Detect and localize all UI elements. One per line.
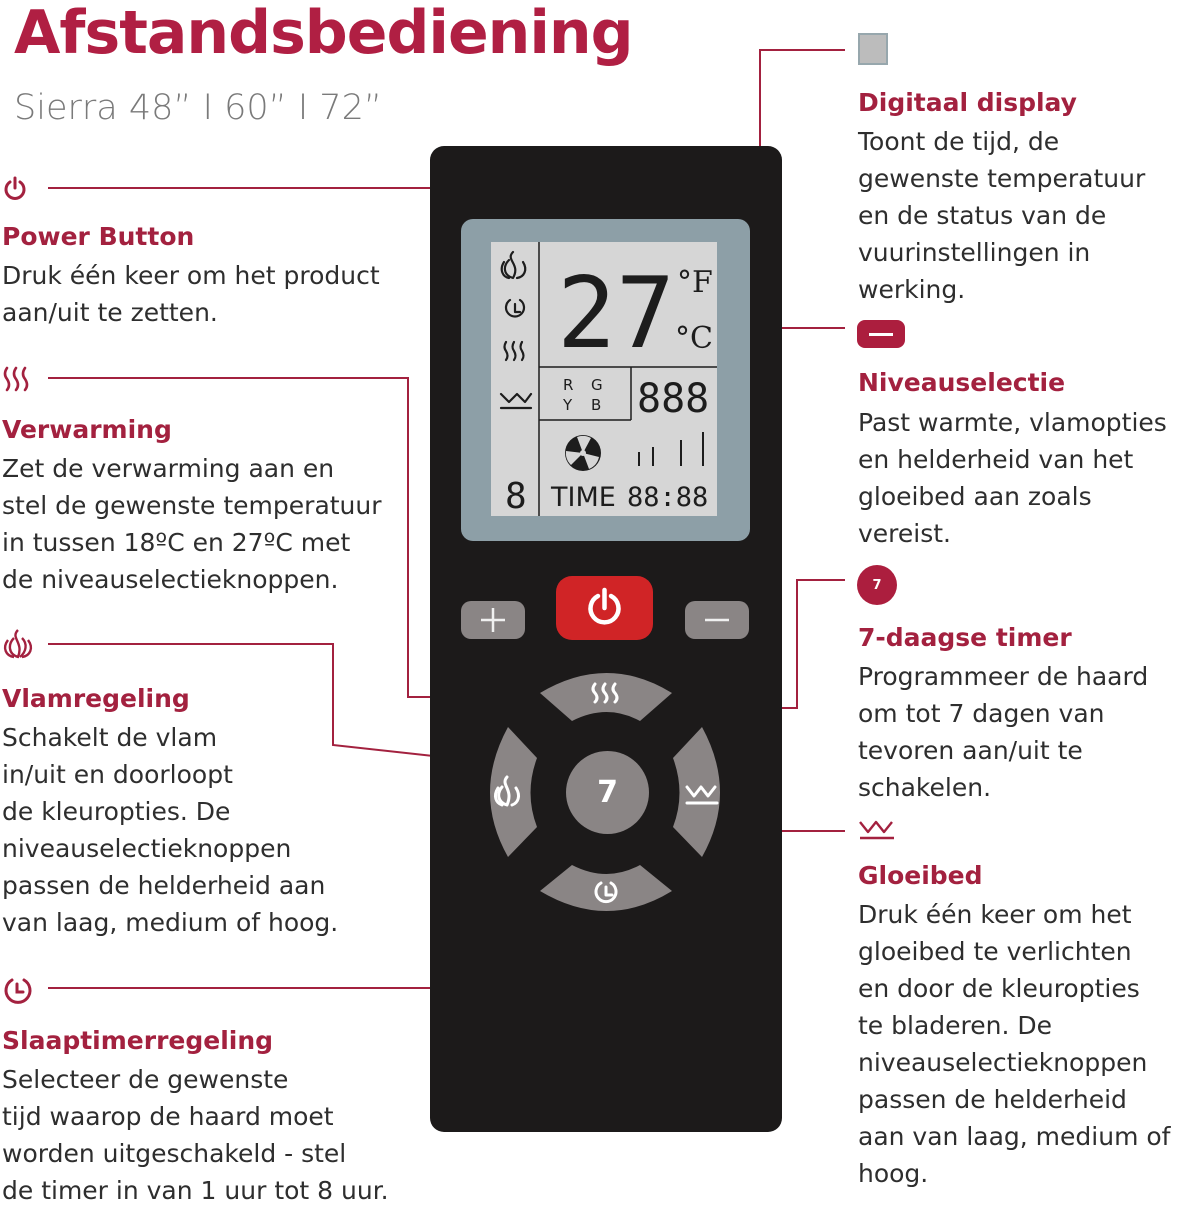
lcd-temperature: 27 [557,257,676,371]
minus-icon [857,320,905,348]
lcd-color-b: B [591,396,602,414]
seven-day-description: Programmeer de haard om tot 7 dagen van tevoren aan/uit te schakelen. [858,662,1149,802]
minus-button[interactable] [685,601,749,639]
sleep-timer-icon [2,974,34,1006]
lcd-readout: 888 [637,376,710,422]
display-icon [858,33,888,65]
heat-waves-icon [2,364,34,394]
ember-description: Druk één keer om het gloeibed te verlichten en door de kleuropties te bladeren. De niveauselectieknoppen passen de helderheid aan van laag, medium of hoog. [858,900,1171,1188]
display-description: Toont de tijd, de gewenste temperatuur en de status van de vuurinstellingen in werking. [858,127,1146,304]
plus-button[interactable] [461,601,525,639]
flame-description: Schakelt de vlam in/uit en doorloopt de kleuropties. De niveauselectieknoppen passen de helderheid aan van laag, medium of hoog. [2,723,339,937]
lcd-digit: 8 [505,476,527,517]
level-description: Past warmte, vlamopties en helderheid van het gloeibed aan zoals vereist. [858,408,1167,548]
ember-heading: Gloeibed [858,861,983,890]
lcd-unit-f: °F [677,265,713,300]
heating-heading: Verwarming [2,415,172,444]
power-button-icon [556,576,653,640]
power-icon [2,176,28,202]
seven-day-timer-button[interactable]: 7 [566,751,649,834]
lcd-color-r: R [563,376,574,394]
page-subtitle: Sierra 48” I 60” I 72” [14,88,382,128]
sleep-description: Selecteer de gewenste tijd waarop de haard moet worden uitgeschakeld - stel de timer in van 1 uur tot 8 uur. [2,1065,389,1205]
lcd-time-label: TIME [551,482,616,513]
display-heading: Digitaal display [858,88,1077,117]
lcd-unit-c: °C [675,321,713,356]
heating-description: Zet de verwarming aan en stel de gewenste temperatuur in tussen 18ºC en 27ºC met de niveauselectieknoppen. [2,454,382,594]
lcd-color-g: G [591,376,603,394]
ember-bed-icon [857,818,897,842]
power-button[interactable] [556,576,653,640]
level-heading: Niveauselectie [858,368,1066,397]
lcd-flame-icon [505,252,515,278]
lcd-contents [491,242,717,516]
power-heading: Power Button [2,222,195,251]
lcd-fan-icon [565,435,601,471]
lcd-color-y: Y [563,396,573,414]
lcd-heat-icon [505,342,508,360]
power-description: Druk één keer om het product aan/uit te zetten. [2,261,380,327]
flame-heading: Vlamregeling [2,684,190,713]
lcd-level-bars [639,432,703,466]
sleep-heading: Slaaptimerregeling [2,1026,274,1055]
flame-icon [2,628,34,660]
page-title: Afstandsbediening [14,0,633,68]
seven-day-heading: 7-daagse timer [858,623,1072,652]
lcd-ember-icon [501,394,531,402]
seven-day-icon: 7 [857,565,897,605]
lcd-time-value: 88:88 [627,482,709,513]
